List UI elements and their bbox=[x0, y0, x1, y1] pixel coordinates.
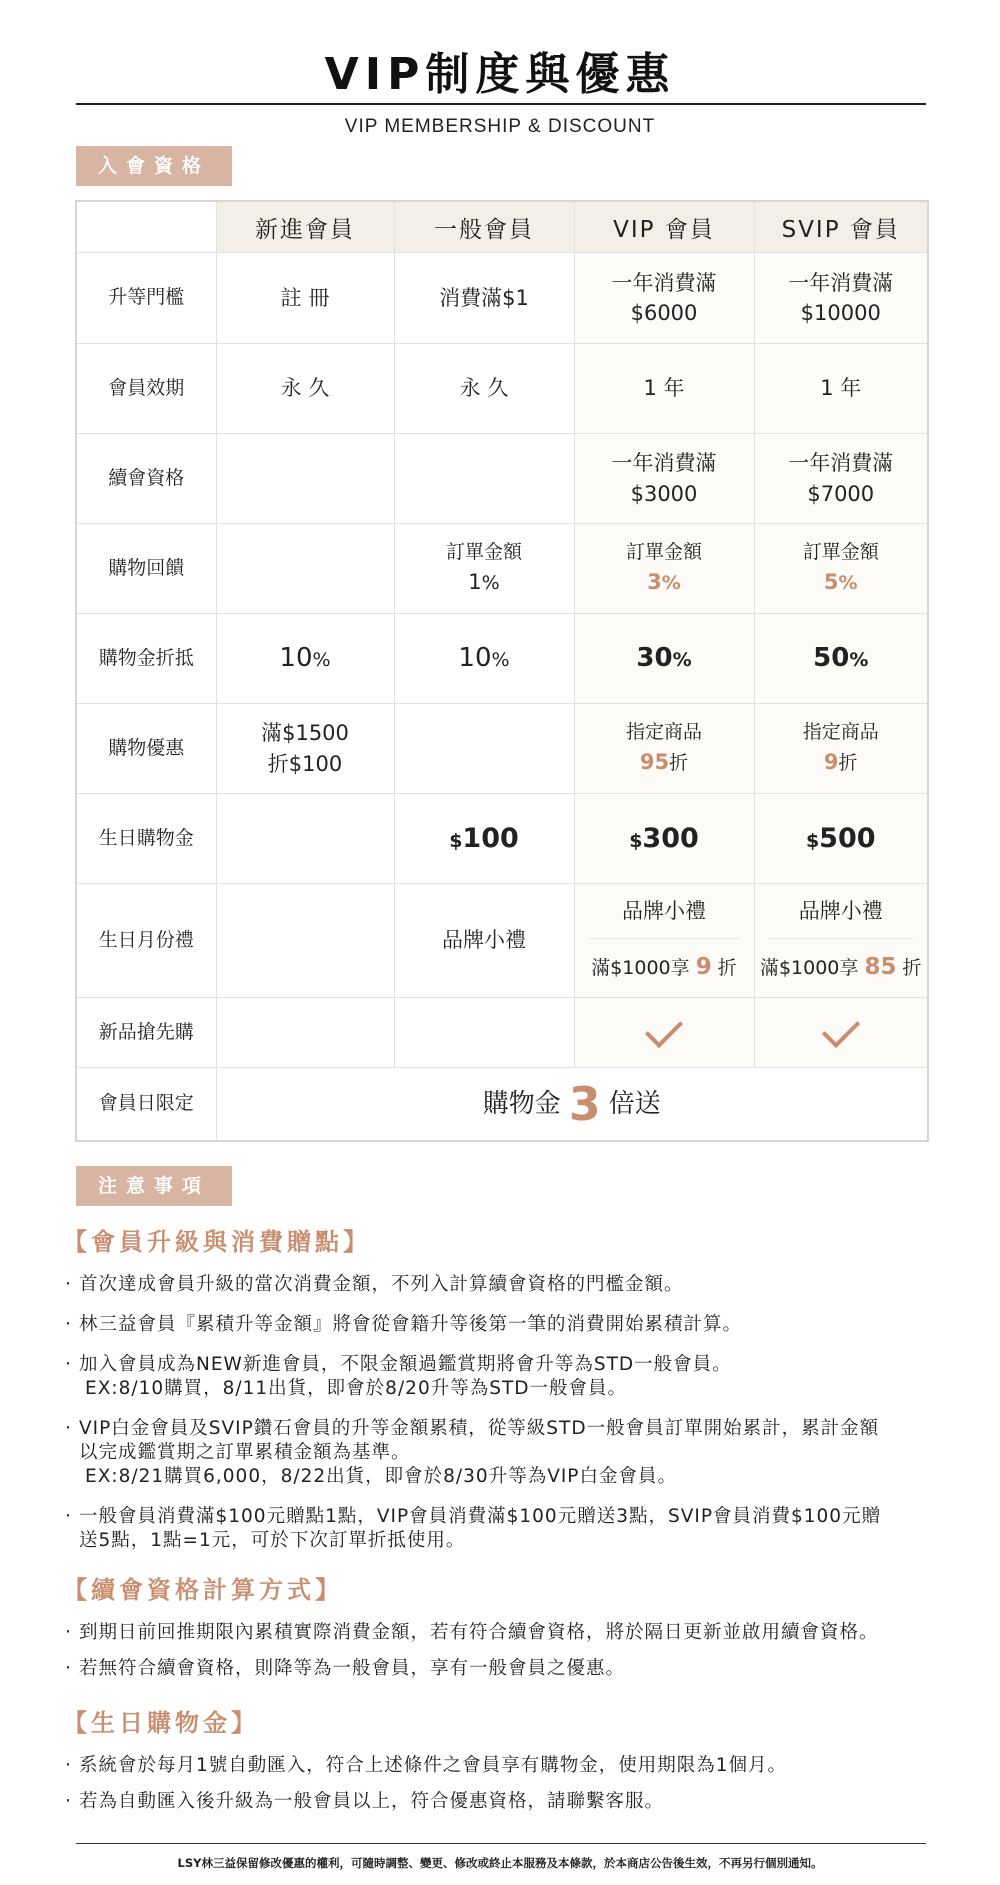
cell-svip bbox=[754, 253, 928, 344]
note-item: · 系統會於每月1號自動匯入，符合上述條件之會員享有購物金，使用期限為1個月。 bbox=[63, 1754, 943, 1778]
credit-value: 100 bbox=[462, 822, 519, 854]
cell-vip: 1 年 bbox=[574, 344, 754, 434]
notes-section-upgrade bbox=[63, 1222, 943, 1553]
gift-discount: 9 bbox=[695, 954, 712, 981]
cell-svip: 1 年 bbox=[754, 344, 928, 434]
cell-std: 品牌小禮 bbox=[394, 884, 574, 998]
col-header-std: 一般會員 bbox=[394, 201, 574, 253]
cell-caption: 訂單金額 bbox=[802, 541, 879, 564]
currency: $ bbox=[629, 829, 643, 852]
col-header-new: 新進會員 bbox=[216, 201, 394, 253]
cell-new bbox=[216, 997, 394, 1067]
membership-tag: 入會資格 bbox=[76, 146, 232, 186]
suffix: 折 bbox=[717, 957, 737, 980]
note-item: · 若無符合續會資格，則降等為一般會員，享有一般會員之優惠。 bbox=[63, 1657, 943, 1681]
notice-tag: 注意事項 bbox=[76, 1166, 232, 1206]
suffix: 折 bbox=[669, 752, 689, 774]
section-heading: 【會員升級與消費贈點】 bbox=[63, 1228, 371, 1256]
cell-vip bbox=[574, 434, 754, 524]
cell-svip bbox=[754, 794, 928, 884]
cell-vip bbox=[574, 884, 754, 998]
row-label: 生日購物金 bbox=[76, 794, 216, 884]
offset-value: 10 bbox=[458, 642, 492, 673]
footer-disclaimer: LSY林三益保留修改優惠的權利，可隨時調整、變更、修改或終止本服務及本條款，於本商店公告後生效，不再另行個別通知。 bbox=[177, 1856, 823, 1870]
row-label: 新品搶先購 bbox=[76, 997, 216, 1067]
note-line: · 一般會員消費滿$100元贈點1點，VIP會員消費滿$100元贈送3點，SVIP會員消費$100元贈 bbox=[79, 1506, 882, 1527]
unit: % bbox=[672, 648, 692, 671]
cell-new bbox=[216, 434, 394, 524]
row-label: 生日月份禮 bbox=[76, 884, 216, 998]
cell-vip bbox=[574, 524, 754, 614]
table-row-birthday-credit bbox=[76, 794, 928, 884]
corner-cell bbox=[76, 201, 216, 253]
cell-caption: 指定商品 bbox=[625, 721, 702, 744]
cashback-value: 3 bbox=[647, 570, 662, 594]
unit: % bbox=[849, 648, 869, 671]
offer-multiplier: 3 bbox=[568, 1076, 601, 1131]
note-item bbox=[63, 1353, 943, 1401]
currency: $ bbox=[805, 829, 820, 852]
cell-std bbox=[394, 434, 574, 524]
cell-caption: 訂單金額 bbox=[625, 541, 702, 564]
cell-std bbox=[394, 524, 574, 614]
note-line: EX:8/10購買，8/11出貨，即會於8/20升等為STD一般會員。 bbox=[85, 1378, 628, 1399]
col-header-svip: SVIP 會員 bbox=[754, 201, 928, 253]
cond-prefix: 滿$1000享 bbox=[759, 957, 859, 980]
note-item bbox=[63, 1505, 943, 1553]
cell-std bbox=[394, 794, 574, 884]
cell-line: $3000 bbox=[630, 481, 698, 506]
notes-section-birthday bbox=[63, 1703, 943, 1814]
page-title: VIP制度與優惠 bbox=[324, 49, 676, 100]
cell-std bbox=[394, 997, 574, 1067]
cell-svip bbox=[754, 884, 928, 998]
cond-prefix: 滿$1000享 bbox=[591, 957, 690, 980]
row-label: 購物優惠 bbox=[76, 704, 216, 794]
note-line: 送5點，1點=1元，可於下次訂單折抵使用。 bbox=[79, 1530, 466, 1551]
gift-label: 品牌小禮 bbox=[589, 884, 740, 939]
footer-divider bbox=[76, 1843, 926, 1844]
cell-line: 滿$1500 bbox=[261, 721, 349, 746]
cell-vip bbox=[574, 794, 754, 884]
cell-svip bbox=[754, 997, 928, 1067]
cell-line: 一年消費滿 bbox=[611, 270, 717, 295]
cell-caption: 指定商品 bbox=[802, 721, 879, 744]
check-icon bbox=[822, 1010, 860, 1048]
membership-table bbox=[75, 200, 929, 1142]
gift-condition bbox=[755, 939, 928, 996]
check-icon bbox=[645, 1010, 683, 1048]
cell-line: 一年消費滿 bbox=[611, 451, 717, 476]
cell-std: 永 久 bbox=[394, 344, 574, 434]
unit: % bbox=[491, 648, 510, 671]
cell-vip bbox=[574, 253, 754, 344]
offer-prefix: 購物金 bbox=[482, 1088, 561, 1119]
member-day-offer bbox=[216, 1067, 928, 1141]
section-heading: 【生日購物金】 bbox=[63, 1709, 259, 1737]
cell-new bbox=[216, 794, 394, 884]
table-row-upgrade bbox=[76, 253, 928, 344]
table-row-birthday-gift bbox=[76, 884, 928, 998]
offset-value: 50 bbox=[813, 642, 850, 673]
cell-line: 折$100 bbox=[267, 751, 343, 776]
page-subtitle: VIP MEMBERSHIP & DISCOUNT bbox=[344, 116, 656, 137]
note-line: · 加入會員成為NEW新進會員，不限金額過鑑賞期將會升等為STD一般會員。 bbox=[79, 1354, 732, 1375]
unit: % bbox=[312, 648, 331, 671]
cell-new bbox=[216, 524, 394, 614]
table-row-renewal bbox=[76, 434, 928, 524]
table-row-early-access bbox=[76, 997, 928, 1067]
cell-line: $10000 bbox=[800, 301, 881, 325]
note-item: · 林三益會員『累積升等金額』將會從會籍升等後第一筆的消費開始累積計算。 bbox=[63, 1313, 943, 1337]
table-row-validity bbox=[76, 344, 928, 434]
row-label: 升等門檻 bbox=[76, 253, 216, 344]
gift-discount: 85 bbox=[864, 954, 897, 981]
note-item bbox=[63, 1417, 943, 1489]
cell-std: 消費滿$1 bbox=[394, 253, 574, 344]
note-item: · 若為自動匯入後升級為一般會員以上，符合優惠資格，請聯繫客服。 bbox=[63, 1790, 943, 1814]
cashback-value: 1 bbox=[468, 570, 482, 594]
cell-new: 註 冊 bbox=[216, 253, 394, 344]
section-heading: 【續會資格計算方式】 bbox=[63, 1576, 343, 1604]
cell-line: $7000 bbox=[807, 481, 875, 506]
offset-value: 30 bbox=[636, 642, 673, 673]
table-row-cashback bbox=[76, 524, 928, 614]
cashback-value: 5 bbox=[823, 570, 839, 594]
col-header-vip: VIP 會員 bbox=[574, 201, 754, 253]
table-row-shopping-discount bbox=[76, 704, 928, 794]
cell-caption: 訂單金額 bbox=[445, 541, 522, 564]
cell-line: 一年消費滿 bbox=[788, 451, 894, 476]
gift-condition bbox=[575, 939, 754, 996]
cell-std bbox=[394, 704, 574, 794]
note-item: · 首次達成會員升級的當次消費金額，不列入計算續會資格的門檻金額。 bbox=[63, 1273, 943, 1297]
row-label: 購物金折抵 bbox=[76, 614, 216, 704]
offer-suffix: 倍送 bbox=[608, 1088, 661, 1119]
cell-new bbox=[216, 704, 394, 794]
table-header-row bbox=[76, 201, 928, 253]
notes-section-renewal bbox=[63, 1570, 943, 1681]
offset-value: 10 bbox=[279, 642, 313, 673]
cell-svip bbox=[754, 524, 928, 614]
note-item: · 到期日前回推期限內累積實際消費金額，若有符合續會資格，將於隔日更新並啟用續會資格。 bbox=[63, 1621, 943, 1645]
discount-value: 95 bbox=[639, 750, 670, 774]
unit: % bbox=[838, 572, 858, 594]
cell-svip bbox=[754, 434, 928, 524]
row-label: 續會資格 bbox=[76, 434, 216, 524]
row-label: 會員效期 bbox=[76, 344, 216, 434]
cell-svip bbox=[754, 614, 928, 704]
cell-std bbox=[394, 614, 574, 704]
suffix: 折 bbox=[902, 957, 922, 980]
table-row-member-day bbox=[76, 1067, 928, 1141]
credit-value: 300 bbox=[642, 822, 699, 854]
cell-svip bbox=[754, 704, 928, 794]
currency: $ bbox=[449, 829, 463, 852]
cell-line: $6000 bbox=[630, 301, 698, 325]
gift-label: 品牌小禮 bbox=[769, 884, 914, 939]
note-line: 以完成鑑賞期之訂單累積金額為基準。 bbox=[79, 1442, 411, 1463]
cell-vip bbox=[574, 997, 754, 1067]
cell-new bbox=[216, 614, 394, 704]
row-label: 購物回饋 bbox=[76, 524, 216, 614]
note-line: · VIP白金會員及SVIP鑽石會員的升等金額累積，從等級STD一般會員訂單開始累計，累計金額 bbox=[79, 1418, 880, 1439]
cell-line: 一年消費滿 bbox=[788, 270, 894, 295]
row-label: 會員日限定 bbox=[76, 1067, 216, 1141]
cell-new: 永 久 bbox=[216, 344, 394, 434]
table-row-credit-offset bbox=[76, 614, 928, 704]
suffix: 折 bbox=[838, 752, 858, 774]
unit: % bbox=[661, 572, 681, 594]
cell-vip bbox=[574, 704, 754, 794]
credit-value: 500 bbox=[819, 822, 876, 854]
unit: % bbox=[481, 572, 500, 594]
title-divider bbox=[76, 103, 926, 105]
cell-vip bbox=[574, 614, 754, 704]
note-line: EX:8/21購買6,000，8/22出貨，即會於8/30升等為VIP白金會員。 bbox=[85, 1466, 677, 1487]
discount-value: 9 bbox=[823, 750, 839, 774]
cell-new bbox=[216, 884, 394, 998]
